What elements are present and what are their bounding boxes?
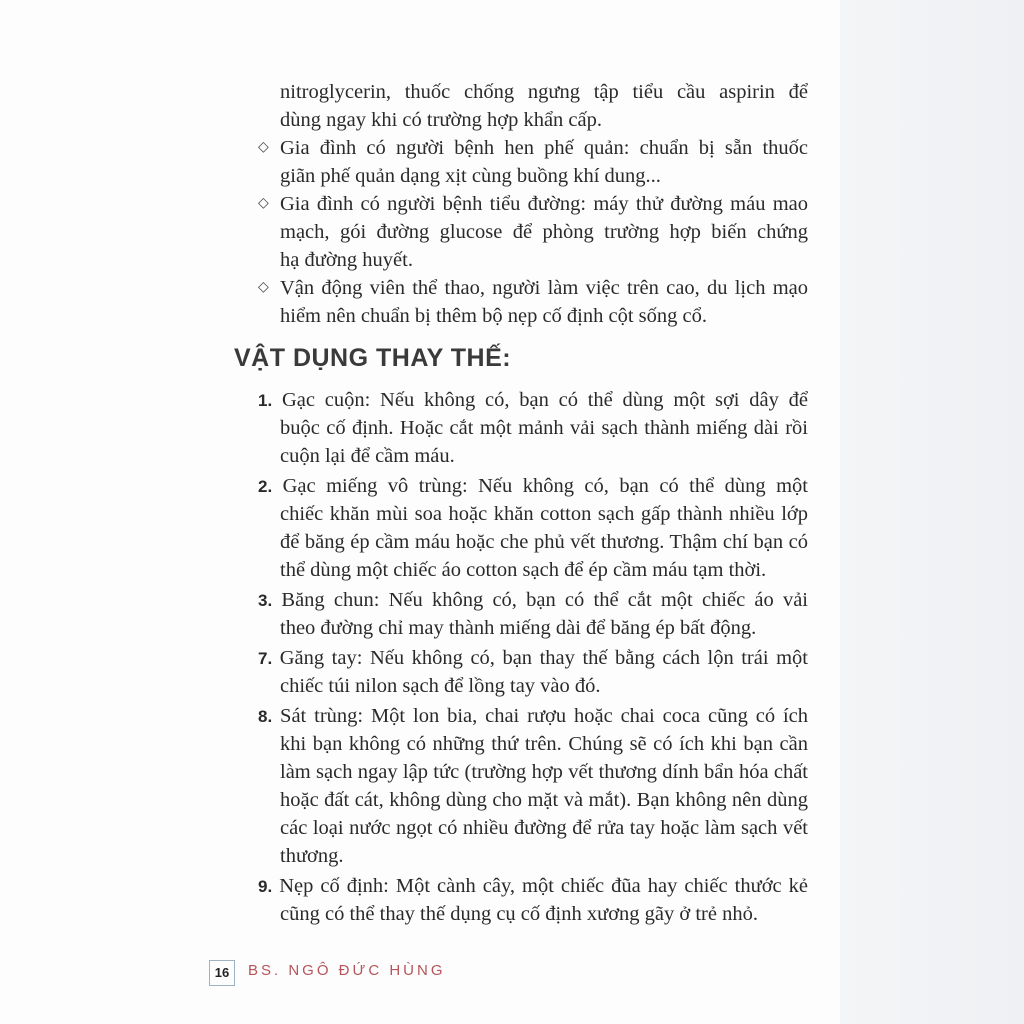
list-item-line: làm sạch ngay lập tức (trường hợp vết thương dính bẩn hóa chất [280, 761, 808, 783]
list-item-line: khi bạn không có những thứ trên. Chúng sẽ có ích khi bạn cần [280, 733, 808, 755]
item-number: 3. [258, 591, 273, 610]
bullet-line: hạ đường huyết. [280, 249, 413, 271]
list-item-line: để băng ép cầm máu hoặc che phủ vết thương. Thậm chí bạn có [280, 531, 808, 553]
list-item-first-line [258, 702, 808, 731]
bullet-line: Gia đình có người bệnh hen phế quản: chuẩn bị sẵn thuốc [280, 137, 808, 159]
list-item-line: chiếc khăn mùi soa hoặc khăn cotton sạch gấp thành nhiều lớp [280, 503, 808, 525]
page-edge [840, 0, 1024, 1024]
list-item-line: thể dùng một chiếc áo cotton sạch để ép cầm máu tạm thời. [280, 559, 767, 581]
author-name: BS. NGÔ ĐỨC HÙNG [248, 962, 446, 979]
list-item-line: thương. [280, 845, 344, 867]
list-item-line: hoặc đất cát, không dùng cho mặt và mắt). Bạn không nên dùng [280, 789, 808, 811]
list-item-line: buộc cố định. Hoặc cắt một mảnh vải sạch thành miếng dài rồi [280, 417, 808, 439]
diamond-bullet-icon: ◇ [258, 196, 269, 211]
item-number: 8. [258, 707, 273, 726]
bullet-line: mạch, gói đường glucose để phòng trường hợp biến chứng [280, 221, 808, 243]
list-item-first-line [258, 386, 808, 415]
item-number: 9. [258, 877, 273, 896]
text-line: nitroglycerin, thuốc chống ngưng tập tiểu cầu aspirin để [280, 81, 808, 103]
list-item-line: cũng có thể thay thế dụng cụ cố định xương gãy ở trẻ nhỏ. [280, 903, 758, 925]
list-item-first-line [258, 644, 808, 673]
item-text: Sát trùng: Một lon bia, chai rượu hoặc chai coca cũng có ích [272, 705, 808, 727]
section-heading: VẬT DỤNG THAY THẾ: [234, 344, 512, 372]
bullet-line: Gia đình có người bệnh tiểu đường: máy thử đường máu mao [280, 193, 808, 215]
list-item-first-line [258, 472, 808, 501]
page-number: 16 [209, 960, 235, 986]
list-item-line: theo đường chỉ may thành miếng dài để băng ép bất động. [280, 617, 757, 639]
bullet-line: hiểm nên chuẩn bị thêm bộ nẹp cố định cột sống cổ. [280, 305, 707, 327]
list-item-line: cuộn lại để cầm máu. [280, 445, 455, 467]
list-item-line: chiếc túi nilon sạch để lồng tay vào đó. [280, 675, 601, 697]
list-item-first-line [258, 872, 808, 901]
item-text: Băng chun: Nếu không có, bạn có thể cắt một chiếc áo vải [272, 589, 808, 611]
bullet-line: giãn phế quản dạng xịt cùng buồng khí dung... [280, 165, 661, 187]
text-line: dùng ngay khi có trường hợp khẩn cấp. [280, 109, 603, 131]
diamond-bullet-icon: ◇ [258, 280, 269, 295]
item-number: 2. [258, 477, 273, 496]
item-number: 1. [258, 391, 273, 410]
diamond-bullet-icon: ◇ [258, 140, 269, 155]
item-text: Gạc cuộn: Nếu không có, bạn có thể dùng một sợi dây để [272, 389, 808, 411]
list-item-first-line [258, 586, 808, 615]
item-number: 7. [258, 649, 273, 668]
item-text: Nẹp cố định: Một cành cây, một chiếc đũa hay chiếc thước kẻ [272, 875, 808, 897]
item-text: Gạc miếng vô trùng: Nếu không có, bạn có thể dùng một [272, 475, 808, 497]
list-item-line: các loại nước ngọt có nhiều đường để rửa tay hoặc làm sạch vết [280, 817, 808, 839]
item-text: Găng tay: Nếu không có, bạn thay thế bằng cách lộn trái một [272, 647, 808, 669]
bullet-line: Vận động viên thể thao, người làm việc trên cao, du lịch mạo [280, 277, 808, 299]
